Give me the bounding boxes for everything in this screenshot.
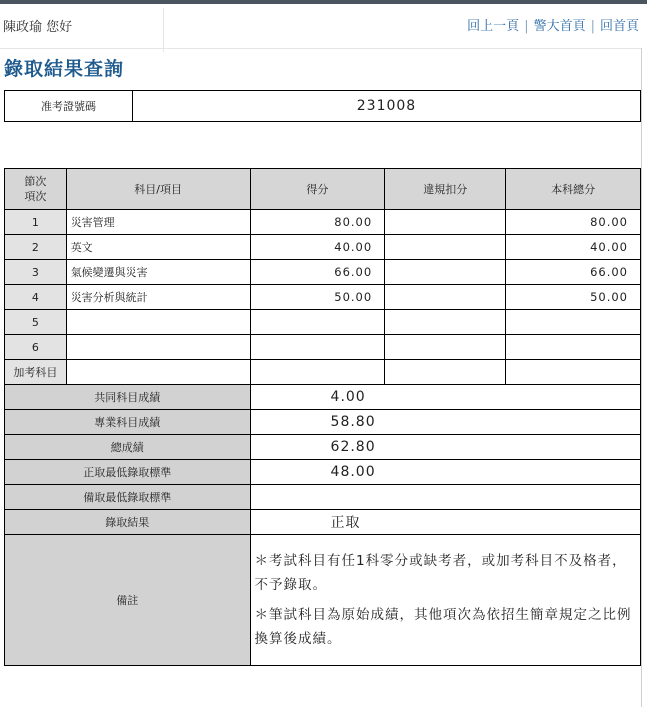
exam-number-value: 231008 (133, 91, 641, 122)
title-bar (0, 48, 642, 83)
exam-number-label: 准考證號碼 (5, 91, 133, 122)
note-item: ＊考試科目有任1科零分或缺考者，或加考科目不及格者，不予錄取。 (254, 553, 627, 593)
row-deduction (385, 235, 506, 260)
min-regular-label: 正取最低錄取標準 (5, 460, 251, 485)
header-subject: 科目/項目 (66, 169, 250, 210)
notes-value (250, 535, 640, 666)
row-deduction (385, 335, 506, 360)
header-score: 得分 (250, 169, 385, 210)
common-score-label: 共同科目成績 (5, 385, 251, 410)
row-total (506, 335, 641, 360)
min-backup-value (250, 485, 640, 510)
table-row (5, 360, 641, 385)
row-score (250, 310, 385, 335)
top-bar (0, 4, 647, 42)
row-score (250, 335, 385, 360)
result-label: 錄取結果 (5, 510, 251, 535)
summary-row-common (5, 385, 641, 410)
row-no: 5 (5, 310, 67, 335)
row-subject (66, 310, 250, 335)
table-row (5, 235, 641, 260)
summary-row-notes (5, 535, 641, 666)
row-deduction (385, 310, 506, 335)
score-table-header (5, 169, 641, 210)
notes-label: 備註 (5, 535, 251, 666)
row-score: 50.00 (250, 285, 385, 310)
row-deduction (385, 360, 506, 385)
row-no: 6 (5, 335, 67, 360)
row-score: 80.00 (250, 210, 385, 235)
row-score (250, 360, 385, 385)
content-right-border (641, 48, 642, 707)
row-no: 加考科目 (5, 360, 67, 385)
row-no: 4 (5, 285, 67, 310)
row-total: 50.00 (506, 285, 641, 310)
page-title: 錄取結果查詢 (4, 58, 125, 80)
user-greeting: 陳政瑜 您好 (3, 20, 73, 35)
exam-number-table (4, 90, 641, 122)
row-score: 66.00 (250, 260, 385, 285)
row-no: 1 (5, 210, 67, 235)
summary-row-min-regular (5, 460, 641, 485)
row-deduction (385, 210, 506, 235)
table-row (5, 210, 641, 235)
table-row (5, 335, 641, 360)
row-subject: 災害管理 (66, 210, 250, 235)
total-score-label: 總成績 (5, 435, 251, 460)
row-subject: 英文 (66, 235, 250, 260)
total-score-value: 62.80 (250, 435, 640, 460)
header-total: 本科總分 (506, 169, 641, 210)
table-row (5, 285, 641, 310)
row-total: 40.00 (506, 235, 641, 260)
nav-back-link[interactable]: 回上一頁 (467, 19, 520, 34)
row-total (506, 310, 641, 335)
row-subject (66, 360, 250, 385)
row-subject (66, 335, 250, 360)
row-no: 2 (5, 235, 67, 260)
row-total (506, 360, 641, 385)
row-deduction (385, 260, 506, 285)
greeting-divider (163, 8, 164, 52)
min-backup-label: 備取最低錄取標準 (5, 485, 251, 510)
nav-home-link[interactable]: 回首頁 (599, 19, 639, 34)
exam-number-row (5, 91, 641, 122)
row-total: 80.00 (506, 210, 641, 235)
table-row (5, 260, 641, 285)
header-deduction: 違規扣分 (385, 169, 506, 210)
min-regular-value: 48.00 (250, 460, 640, 485)
summary-row-major (5, 410, 641, 435)
note-item: ＊筆試科目為原始成績，其他項次為依招生簡章規定之比例換算後成績。 (254, 607, 632, 647)
summary-row-result (5, 510, 641, 535)
header-no: 節次 項次 (5, 169, 67, 210)
nav-separator: | (524, 19, 529, 34)
row-score: 40.00 (250, 235, 385, 260)
top-nav (467, 15, 639, 34)
score-table (4, 168, 641, 666)
row-subject: 氣候變遷與災害 (66, 260, 250, 285)
row-total: 66.00 (506, 260, 641, 285)
row-subject: 災害分析與統計 (66, 285, 250, 310)
major-score-label: 專業科目成績 (5, 410, 251, 435)
result-value: 正取 (250, 510, 640, 535)
row-no: 3 (5, 260, 67, 285)
major-score-value: 58.80 (250, 410, 640, 435)
nav-separator: | (590, 19, 595, 34)
summary-row-total (5, 435, 641, 460)
table-row (5, 310, 641, 335)
row-deduction (385, 285, 506, 310)
summary-row-min-backup (5, 485, 641, 510)
common-score-value: 4.00 (250, 385, 640, 410)
nav-police-university-home-link[interactable]: 警大首頁 (533, 19, 586, 34)
